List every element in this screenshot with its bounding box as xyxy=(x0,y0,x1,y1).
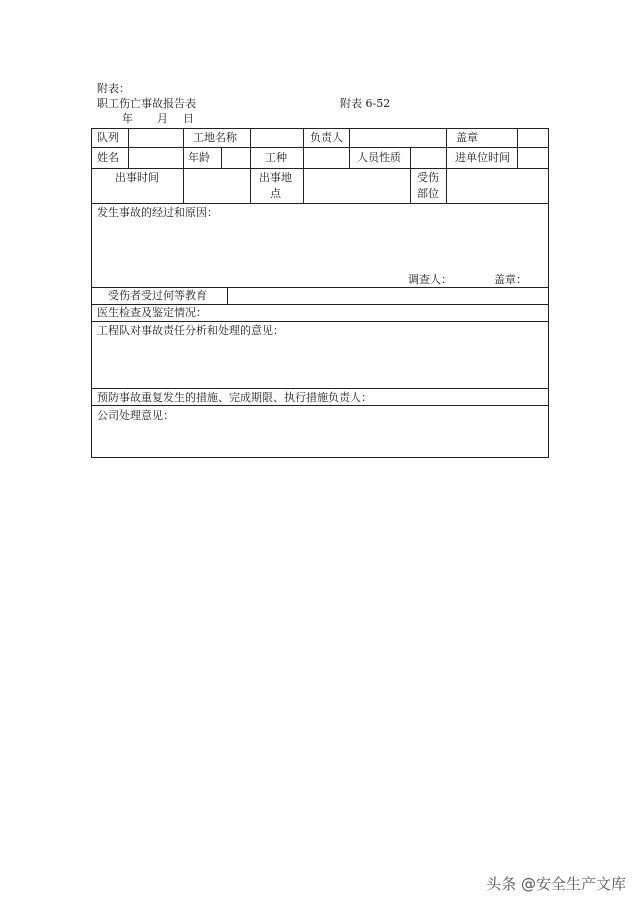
medical-check-label: 医生检查及鉴定情况： xyxy=(97,306,207,319)
col-rule xyxy=(303,128,304,148)
rule xyxy=(91,405,549,406)
personnel-type-label: 人员性质 xyxy=(357,151,401,164)
site-name-label: 工地名称 xyxy=(193,131,237,144)
investigator-label: 调查人： xyxy=(408,273,452,286)
name-label: 姓名 xyxy=(97,151,119,164)
col-rule xyxy=(128,128,129,148)
rule xyxy=(91,388,549,389)
col-rule xyxy=(128,147,129,169)
seal-label: 盖章 xyxy=(456,131,478,144)
education-label: 受伤者受过何等教育 xyxy=(108,289,207,302)
watermark-text: 头条 @安全生产文库 xyxy=(486,875,626,893)
rule xyxy=(91,168,549,169)
accident-time-label: 出事时间 xyxy=(115,171,159,184)
rule xyxy=(91,287,549,288)
company-opinion-label: 公司处理意见： xyxy=(97,409,174,422)
col-rule xyxy=(227,287,228,305)
injury-part-label-line2: 部位 xyxy=(417,187,439,200)
form-title: 职工伤亡事故报告表 xyxy=(97,97,196,110)
col-rule xyxy=(349,128,350,148)
form-number: 附表 6-52 xyxy=(340,97,391,110)
col-rule xyxy=(250,128,251,148)
col-rule xyxy=(303,168,304,204)
col-rule xyxy=(349,147,350,169)
responsibility-analysis-label: 工程队对事故责任分析和处理的意见： xyxy=(97,324,284,337)
col-rule xyxy=(221,147,222,169)
rule xyxy=(91,203,549,204)
rule xyxy=(91,304,549,305)
job-type-label: 工种 xyxy=(265,151,287,164)
col-rule xyxy=(446,168,447,204)
date-day: 日 xyxy=(183,112,194,125)
col-rule xyxy=(446,128,447,148)
accident-process-label: 发生事故的经过和原因： xyxy=(97,206,218,219)
attachment-label: 附表： xyxy=(97,82,130,95)
col-rule xyxy=(183,128,184,148)
date-year: 年 xyxy=(122,112,133,125)
age-label: 年龄 xyxy=(188,151,210,164)
accident-place-label-line1: 出事地 xyxy=(259,171,292,184)
date-month: 月 xyxy=(157,112,168,125)
col-rule xyxy=(517,128,518,148)
accident-place-label-line2: 点 xyxy=(270,187,281,200)
col-rule xyxy=(303,147,304,169)
rule xyxy=(91,321,549,322)
col-rule xyxy=(446,147,447,169)
col-rule xyxy=(183,168,184,204)
rule xyxy=(91,147,549,148)
table-border-left xyxy=(91,128,92,458)
person-in-charge-label: 负责人 xyxy=(310,131,343,144)
col-rule xyxy=(250,168,251,204)
team-label: 队列 xyxy=(97,131,119,144)
table-border-right xyxy=(548,128,549,458)
entry-date-label: 进单位时间 xyxy=(455,151,510,164)
col-rule xyxy=(517,147,518,169)
table-border-top xyxy=(91,128,549,129)
table-border-bottom xyxy=(91,457,549,458)
col-rule xyxy=(250,147,251,169)
prevention-measures-label: 预防事故重复发生的措施、完成期限、执行措施负责人： xyxy=(97,391,372,404)
process-seal-label: 盖章： xyxy=(494,273,527,286)
col-rule xyxy=(410,147,411,169)
injury-part-label-line1: 受伤 xyxy=(417,171,439,184)
col-rule xyxy=(183,147,184,169)
col-rule xyxy=(410,168,411,204)
